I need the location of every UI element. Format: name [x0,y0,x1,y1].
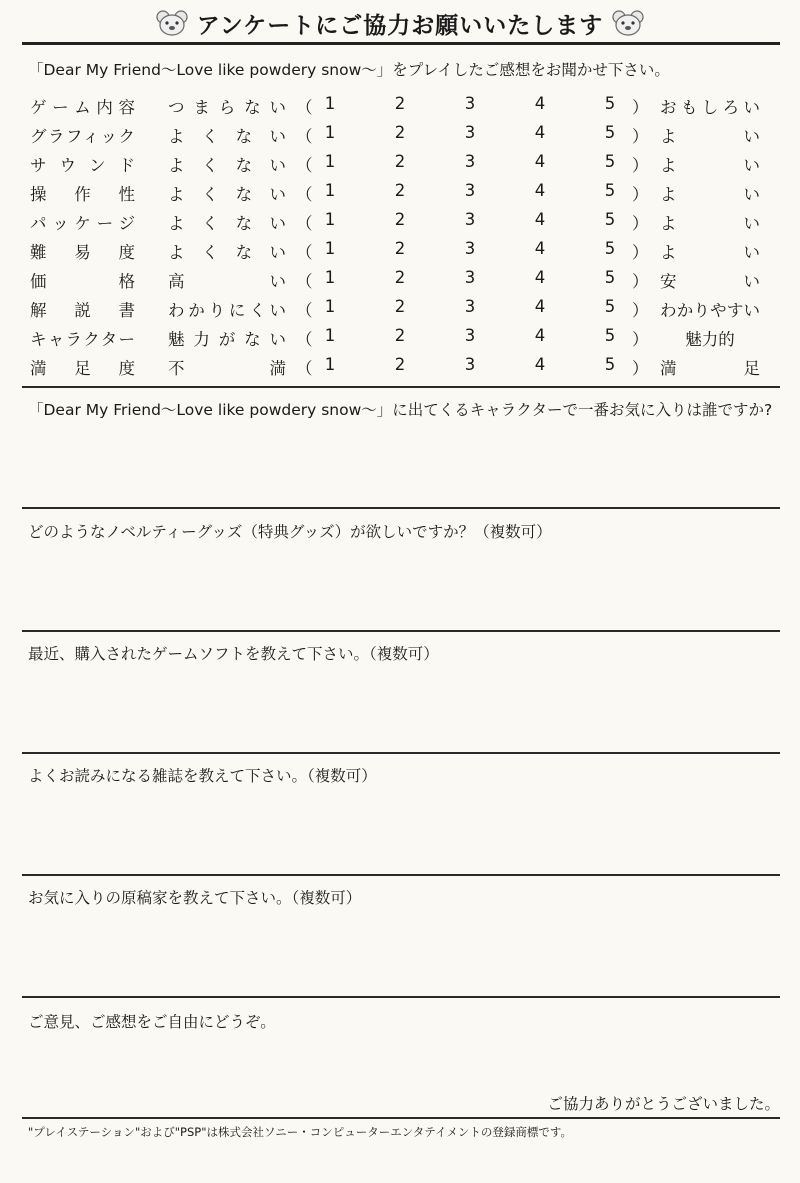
rating-option-5[interactable]: 5 [604,181,616,200]
close-paren: ） [632,301,649,320]
novelty-goods-question: どのようなノベルティーグッズ（特典グッズ）が欲しいですか？（複数可） [28,523,552,541]
open-paren: （ [296,243,313,262]
rating-option-2[interactable]: 2 [394,210,406,229]
rating-option-3[interactable]: 3 [464,355,476,374]
open-paren: （ [296,127,313,146]
artists-question: お気に入りの原稿家を教えて下さい。（複数可） [28,889,362,907]
rating-category-label: 満足度 [30,359,135,378]
comments-question: ご意見、ご感想をご自由にどうぞ。 [28,1013,276,1031]
rating-row [30,353,770,382]
rating-option-2[interactable]: 2 [394,94,406,113]
rating-option-2[interactable]: 2 [394,355,406,374]
rating-category-label: 解説書 [30,301,135,320]
rating-high-label: よ い [660,185,760,204]
rating-option-4[interactable]: 4 [534,239,546,258]
close-paren: ） [632,272,649,291]
open-paren: （ [296,330,313,349]
rating-row [30,237,770,266]
rating-option-1[interactable]: 1 [324,181,336,200]
recent-games-question: 最近、購入されたゲームソフトを教えて下さい。（複数可） [28,645,439,663]
rating-option-5[interactable]: 5 [604,326,616,345]
rating-category-label: 難易度 [30,243,135,262]
rating-low-label: わかりにくい [168,301,286,320]
rating-option-4[interactable]: 4 [534,268,546,287]
rating-row [30,92,770,121]
survey-header [0,6,800,40]
magazines-question: よくお読みになる雑誌を教えて下さい。（複数可） [28,767,377,785]
divider [22,386,780,388]
rating-row [30,150,770,179]
divider [22,874,780,876]
rating-option-1[interactable]: 1 [324,210,336,229]
rating-option-4[interactable]: 4 [534,152,546,171]
rating-option-4[interactable]: 4 [534,326,546,345]
rating-high-label: おもしろい [660,98,760,117]
rating-option-4[interactable]: 4 [534,181,546,200]
rating-option-3[interactable]: 3 [464,268,476,287]
thanks-message: ご協力ありがとうございました。 [547,1095,780,1113]
rating-low-label: 不満 [168,359,286,378]
rating-option-4[interactable]: 4 [534,210,546,229]
open-paren: （ [296,301,313,320]
rating-option-5[interactable]: 5 [604,355,616,374]
open-paren: （ [296,272,313,291]
rating-option-3[interactable]: 3 [464,210,476,229]
rating-row [30,121,770,150]
rating-category-label: グラフィック [30,127,135,146]
rating-high-label: 安 い [660,272,760,291]
rating-low-label: つまらない [168,98,286,117]
rating-high-label: 魅力的 [685,330,735,349]
open-paren: （ [296,185,313,204]
rating-option-1[interactable]: 1 [324,326,336,345]
rating-option-5[interactable]: 5 [604,239,616,258]
rating-option-3[interactable]: 3 [464,152,476,171]
rating-high-label: よ い [660,127,760,146]
divider [22,996,780,998]
divider [22,507,780,509]
rating-option-3[interactable]: 3 [464,297,476,316]
close-paren: ） [632,98,649,117]
rating-category-label: 操作性 [30,185,135,204]
rating-option-5[interactable]: 5 [604,152,616,171]
rating-high-label: よ い [660,243,760,262]
rating-option-3[interactable]: 3 [464,239,476,258]
rating-option-1[interactable]: 1 [324,239,336,258]
rating-question: 「Dear My Friend〜Love like powdery snow〜」をプレイしたご感想をお聞かせ下さい。 [28,61,670,79]
rating-option-1[interactable]: 1 [324,123,336,142]
close-paren: ） [632,214,649,233]
rating-option-5[interactable]: 5 [604,94,616,113]
rating-option-5[interactable]: 5 [604,210,616,229]
rating-option-1[interactable]: 1 [324,94,336,113]
bear-icon [611,9,645,37]
rating-high-label: よ い [660,214,760,233]
rating-option-5[interactable]: 5 [604,268,616,287]
rating-low-label: よくない [168,214,286,233]
rating-option-5[interactable]: 5 [604,297,616,316]
trademark-footnote: "プレイステーション"および"PSP"は株式会社ソニー・コンピューターエンタテイメントの登録商標です。 [28,1125,572,1139]
rating-low-label: 魅力がない [168,330,286,349]
rating-option-4[interactable]: 4 [534,355,546,374]
rating-row [30,295,770,324]
rating-low-label: よくない [168,127,286,146]
rating-high-label: よ い [660,156,760,175]
close-paren: ） [632,330,649,349]
rating-row [30,179,770,208]
open-paren: （ [296,359,313,378]
rating-option-1[interactable]: 1 [324,297,336,316]
rating-option-3[interactable]: 3 [464,94,476,113]
close-paren: ） [632,156,649,175]
rating-category-label: キャラクター [30,330,135,349]
rating-option-2[interactable]: 2 [394,268,406,287]
rating-low-label: よくない [168,185,286,204]
rating-category-label: ゲーム内容 [30,98,135,117]
rating-row [30,208,770,237]
open-paren: （ [296,156,313,175]
rating-option-2[interactable]: 2 [394,297,406,316]
rating-low-label: よくない [168,243,286,262]
rating-option-3[interactable]: 3 [464,123,476,142]
rating-option-4[interactable]: 4 [534,123,546,142]
divider [22,752,780,754]
rating-option-1[interactable]: 1 [324,268,336,287]
rating-option-2[interactable]: 2 [394,181,406,200]
rating-option-1[interactable]: 1 [324,355,336,374]
rating-option-4[interactable]: 4 [534,94,546,113]
rating-option-2[interactable]: 2 [394,239,406,258]
rating-option-3[interactable]: 3 [464,326,476,345]
bear-icon [155,9,189,37]
open-paren: （ [296,214,313,233]
rating-category-label: 価格 [30,272,135,291]
rating-table [30,92,770,382]
rating-category-label: パッケージ [30,214,135,233]
rating-low-label: 高い [168,272,286,291]
rating-low-label: よくない [168,156,286,175]
close-paren: ） [632,243,649,262]
rating-option-3[interactable]: 3 [464,181,476,200]
rating-option-5[interactable]: 5 [604,123,616,142]
rating-row [30,324,770,353]
close-paren: ） [632,127,649,146]
rating-option-4[interactable]: 4 [534,297,546,316]
rating-high-label: 満 足 [660,359,760,378]
open-paren: （ [296,98,313,117]
rating-option-1[interactable]: 1 [324,152,336,171]
rating-row [30,266,770,295]
close-paren: ） [632,359,649,378]
survey-title: アンケートにご協力お願いいたします [196,12,604,39]
favorite-character-question: 「Dear My Friend〜Love like powdery snow〜」に出てくるキャラクターで一番お気に入りは誰ですか? [28,401,773,419]
divider [22,42,780,45]
rating-category-label: サウンド [30,156,135,175]
rating-option-2[interactable]: 2 [394,326,406,345]
rating-option-2[interactable]: 2 [394,152,406,171]
rating-high-label: わかりやすい [660,301,760,320]
close-paren: ） [632,185,649,204]
divider [22,630,780,632]
divider [22,1117,780,1119]
rating-option-2[interactable]: 2 [394,123,406,142]
